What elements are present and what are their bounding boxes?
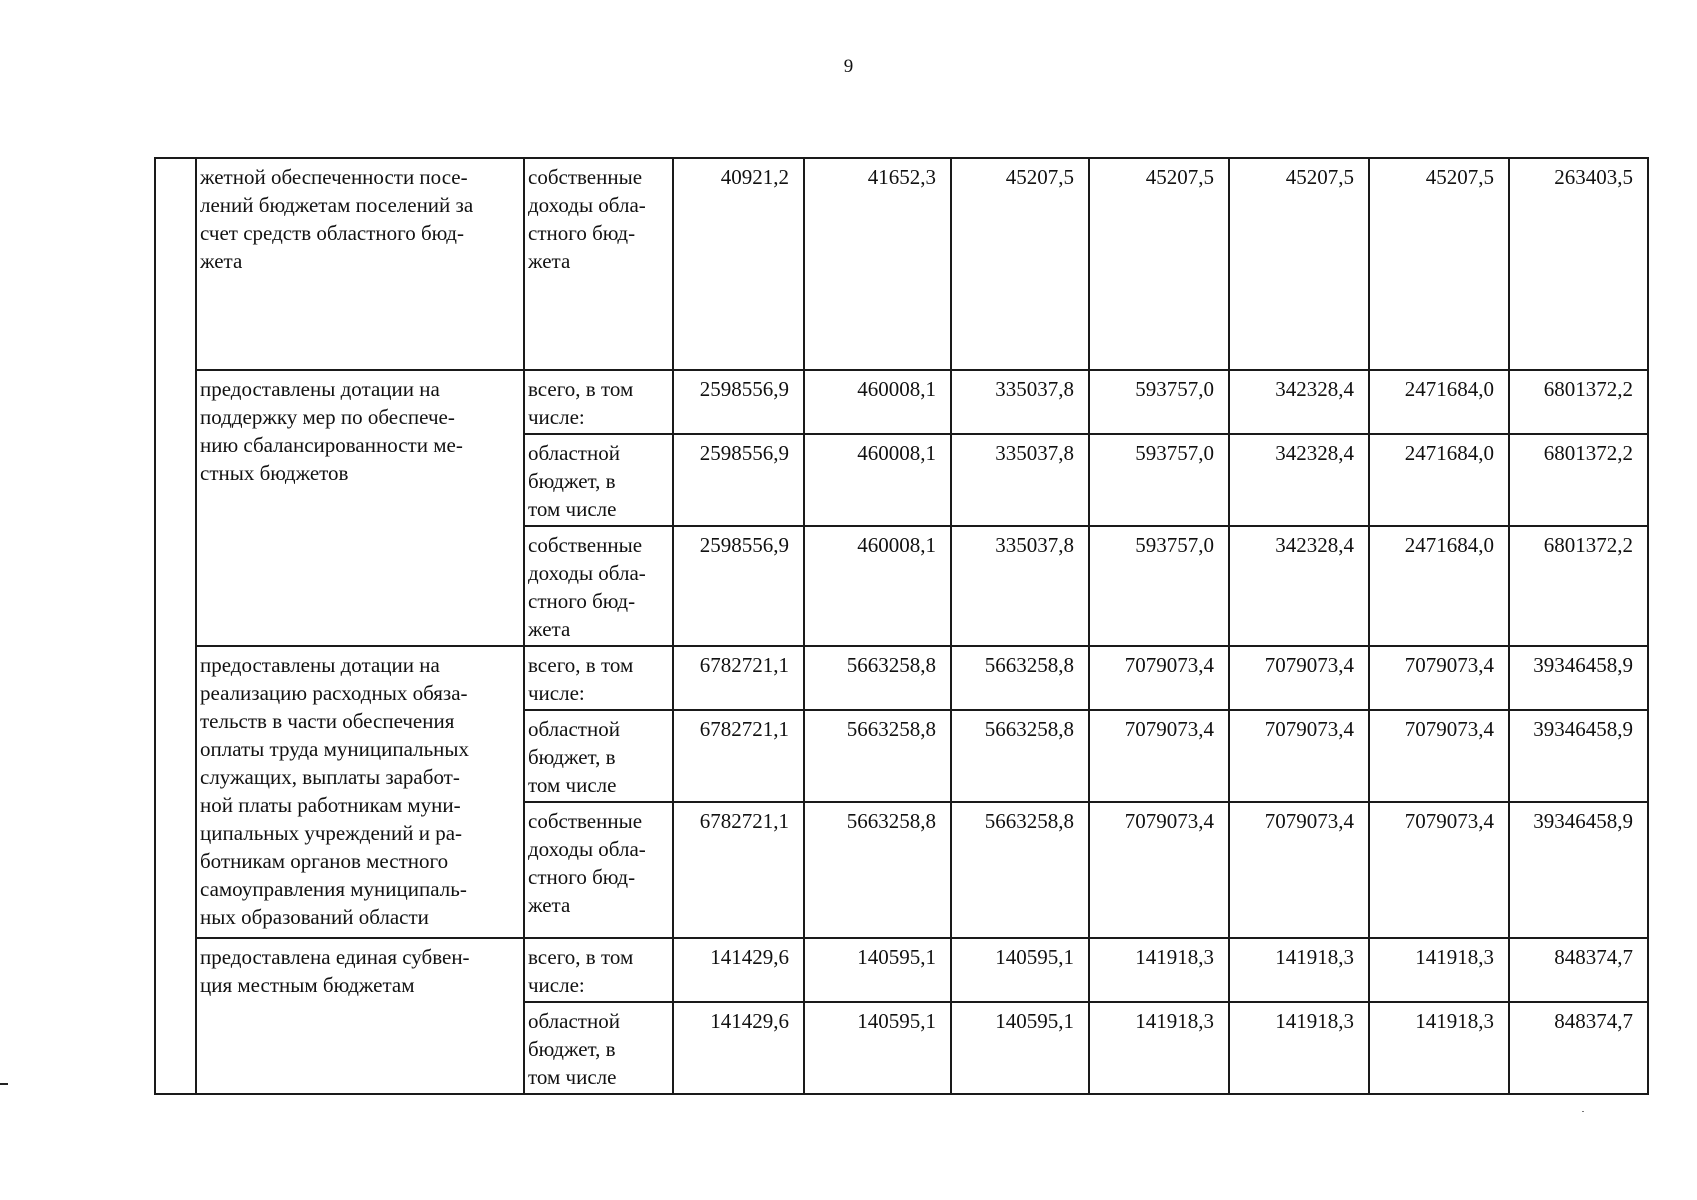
value-col-2: 460008,1 [804, 370, 951, 434]
measure-description: предоставлены дотации на поддержку мер по обеспече- нию сбалансированности ме- стных бюджетов [196, 370, 524, 646]
funding-source: собственные доходы обла- стного бюд- жета [524, 802, 673, 938]
value-col-4: 45207,5 [1089, 158, 1229, 370]
value-col-2: 140595,1 [804, 938, 951, 1002]
value-col-1: 6782721,1 [673, 710, 804, 802]
value-col-4: 593757,0 [1089, 434, 1229, 526]
value-col-1: 2598556,9 [673, 370, 804, 434]
value-col-3: 335037,8 [951, 526, 1089, 646]
funding-source: собственные доходы обла- стного бюд- жета [524, 526, 673, 646]
value-col-6: 141918,3 [1369, 1002, 1509, 1094]
value-col-3: 335037,8 [951, 434, 1089, 526]
value-col-1: 141429,6 [673, 1002, 804, 1094]
value-col-1: 141429,6 [673, 938, 804, 1002]
value-total: 6801372,2 [1509, 434, 1648, 526]
value-total: 39346458,9 [1509, 646, 1648, 710]
value-total: 39346458,9 [1509, 802, 1648, 938]
value-col-6: 2471684,0 [1369, 370, 1509, 434]
value-col-4: 593757,0 [1089, 526, 1229, 646]
value-col-2: 5663258,8 [804, 710, 951, 802]
value-col-5: 342328,4 [1229, 526, 1369, 646]
value-total: 39346458,9 [1509, 710, 1648, 802]
value-col-6: 7079073,4 [1369, 710, 1509, 802]
table-row [155, 158, 1648, 370]
value-col-1: 6782721,1 [673, 802, 804, 938]
value-col-6: 7079073,4 [1369, 646, 1509, 710]
value-col-1: 2598556,9 [673, 434, 804, 526]
value-col-5: 7079073,4 [1229, 710, 1369, 802]
value-col-6: 141918,3 [1369, 938, 1509, 1002]
table-body [155, 158, 1648, 1094]
scan-speck [1582, 1111, 1584, 1112]
value-col-3: 140595,1 [951, 1002, 1089, 1094]
value-col-5: 342328,4 [1229, 370, 1369, 434]
funding-source: всего, в том числе: [524, 938, 673, 1002]
measure-description: предоставлена единая субвен- ция местным бюджетам [196, 938, 524, 1094]
value-total: 6801372,2 [1509, 370, 1648, 434]
funding-source: всего, в том числе: [524, 370, 673, 434]
value-col-3: 5663258,8 [951, 646, 1089, 710]
value-col-1: 2598556,9 [673, 526, 804, 646]
value-col-1: 40921,2 [673, 158, 804, 370]
funding-source: собственные доходы обла- стного бюд- жета [524, 158, 673, 370]
table-row [155, 646, 1648, 710]
value-col-2: 5663258,8 [804, 646, 951, 710]
value-col-4: 593757,0 [1089, 370, 1229, 434]
value-total: 6801372,2 [1509, 526, 1648, 646]
value-col-4: 7079073,4 [1089, 802, 1229, 938]
value-col-4: 141918,3 [1089, 1002, 1229, 1094]
index-column-cell [155, 158, 196, 1094]
value-total: 848374,7 [1509, 938, 1648, 1002]
budget-table [154, 157, 1649, 1095]
value-col-5: 342328,4 [1229, 434, 1369, 526]
value-col-3: 5663258,8 [951, 710, 1089, 802]
value-col-3: 140595,1 [951, 938, 1089, 1002]
value-col-5: 141918,3 [1229, 938, 1369, 1002]
value-col-6: 2471684,0 [1369, 434, 1509, 526]
value-col-3: 335037,8 [951, 370, 1089, 434]
value-col-2: 140595,1 [804, 1002, 951, 1094]
value-total: 263403,5 [1509, 158, 1648, 370]
value-col-5: 45207,5 [1229, 158, 1369, 370]
value-col-3: 5663258,8 [951, 802, 1089, 938]
measure-description: предоставлены дотации на реализацию расходных обяза- тельств в части обеспечения оплаты труда муниципальных служащих, выплаты заработ- ной платы работникам муни- ципальных учреждений и ра- ботникам органов местного самоуправления муниципаль- ных образований области [196, 646, 524, 938]
value-col-6: 45207,5 [1369, 158, 1509, 370]
value-col-4: 7079073,4 [1089, 646, 1229, 710]
value-col-2: 460008,1 [804, 526, 951, 646]
value-col-2: 460008,1 [804, 434, 951, 526]
value-col-6: 2471684,0 [1369, 526, 1509, 646]
value-total: 848374,7 [1509, 1002, 1648, 1094]
table-row [155, 938, 1648, 1002]
value-col-5: 7079073,4 [1229, 802, 1369, 938]
table-row [155, 370, 1648, 434]
value-col-3: 45207,5 [951, 158, 1089, 370]
value-col-2: 5663258,8 [804, 802, 951, 938]
value-col-2: 41652,3 [804, 158, 951, 370]
page-number: 9 [843, 56, 854, 77]
value-col-5: 141918,3 [1229, 1002, 1369, 1094]
funding-source: областной бюджет, в том числе [524, 1002, 673, 1094]
funding-source: областной бюджет, в том числе [524, 434, 673, 526]
value-col-4: 141918,3 [1089, 938, 1229, 1002]
margin-mark [0, 1083, 8, 1085]
value-col-4: 7079073,4 [1089, 710, 1229, 802]
funding-source: всего, в том числе: [524, 646, 673, 710]
value-col-6: 7079073,4 [1369, 802, 1509, 938]
measure-description: жетной обеспеченности посе- лений бюджетам поселений за счет средств областного бюд- жета [196, 158, 524, 370]
value-col-5: 7079073,4 [1229, 646, 1369, 710]
funding-source: областной бюджет, в том числе [524, 710, 673, 802]
value-col-1: 6782721,1 [673, 646, 804, 710]
